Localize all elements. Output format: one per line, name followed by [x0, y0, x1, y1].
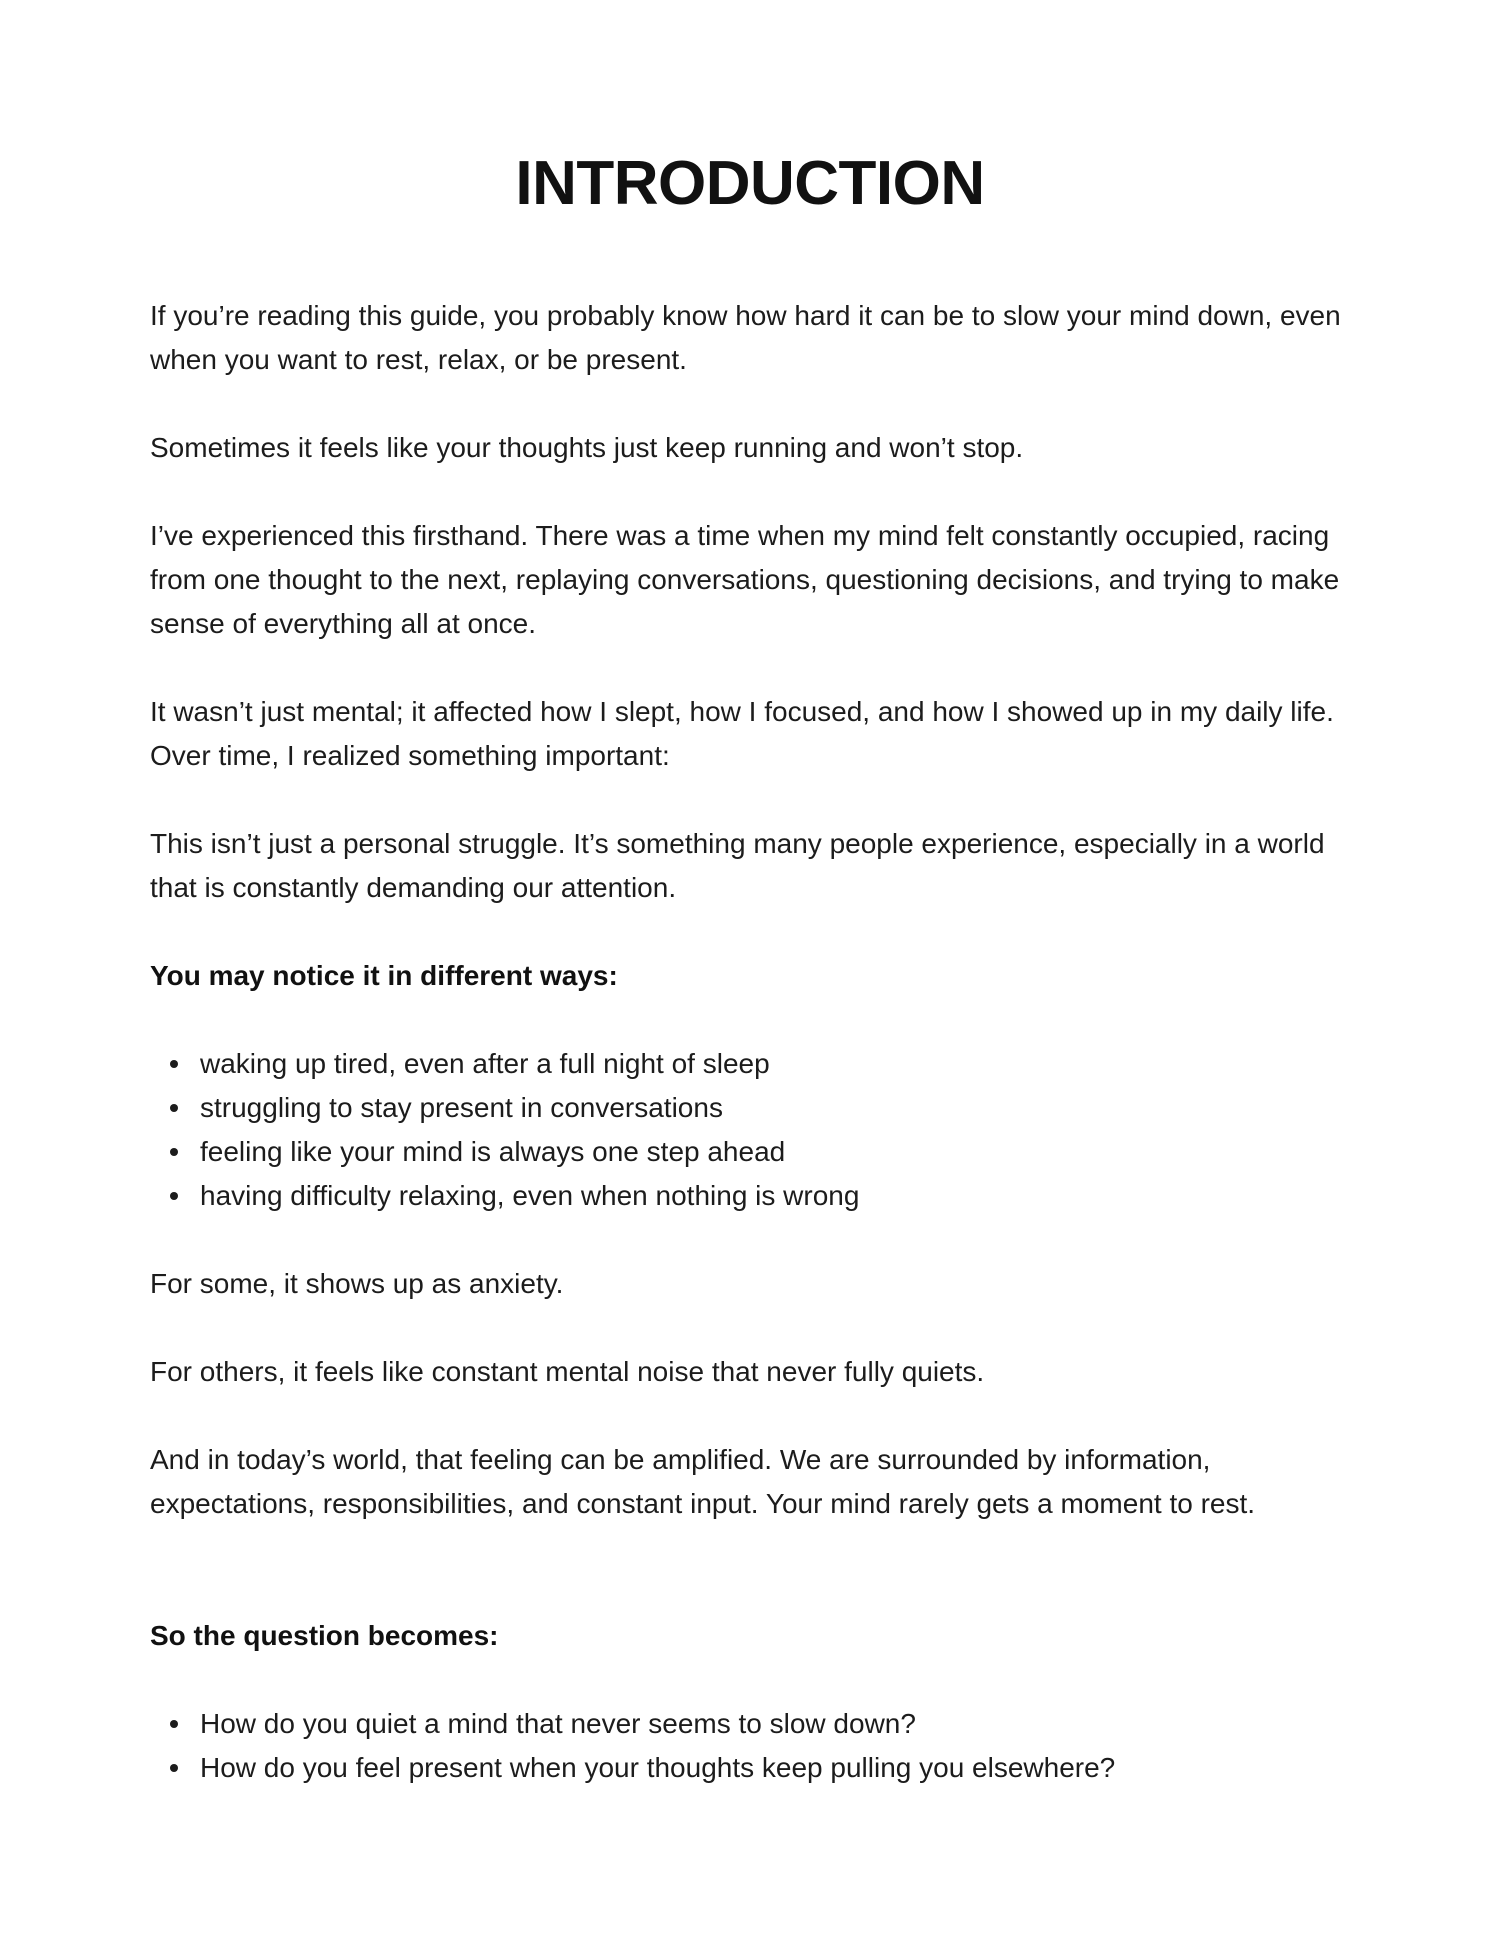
question-list [150, 1702, 1360, 1790]
paragraph-intro: If you’re reading this guide, you probably know how hard it can be to slow your mind down, even when you want to rest, relax, or be present. [150, 300, 1341, 375]
bullet-icon [170, 1104, 178, 1112]
heading-question: So the question becomes: [150, 1620, 499, 1651]
page-title: INTRODUCTION [515, 149, 985, 218]
bullet-icon [170, 1060, 178, 1068]
list-item [150, 1042, 1360, 1086]
bullet-icon [170, 1192, 178, 1200]
list-item-text: waking up tired, even after a full night of sleep [200, 1048, 770, 1079]
heading-different-ways: You may notice it in different ways: [150, 960, 618, 991]
list-item [150, 1130, 1360, 1174]
paragraph-anxiety: For some, it shows up as anxiety. [150, 1268, 564, 1299]
paragraph-firsthand: I’ve experienced this firsthand. There was a time when my mind felt constantly occupied, racing from one thought to the next, replaying conversations, questioning decisions, and trying to make sense of everything all at once. [150, 520, 1340, 639]
list-item [150, 1746, 1360, 1790]
bullet-icon [170, 1720, 178, 1728]
ways-list [150, 1042, 1360, 1218]
paragraph-todays-world: And in today’s world, that feeling can be amplified. We are surrounded by information, expectations, responsibilities, and constant input. Your mind rarely gets a moment to rest. [150, 1444, 1256, 1519]
list-item-text: feeling like your mind is always one step ahead [200, 1136, 786, 1167]
list-item [150, 1702, 1360, 1746]
bullet-icon [170, 1148, 178, 1156]
bullet-icon [170, 1764, 178, 1772]
paragraph-thoughts-running: Sometimes it feels like your thoughts just keep running and won’t stop. [150, 432, 1024, 463]
list-item-text: How do you feel present when your thoughts keep pulling you elsewhere? [200, 1752, 1116, 1783]
paragraph-mental-noise: For others, it feels like constant mental noise that never fully quiets. [150, 1356, 985, 1387]
list-item [150, 1086, 1360, 1130]
list-item-text: struggling to stay present in conversations [200, 1092, 723, 1123]
list-item-text: having difficulty relaxing, even when nothing is wrong [200, 1180, 860, 1211]
list-item [150, 1174, 1360, 1218]
list-item-text: How do you quiet a mind that never seems to slow down? [200, 1708, 916, 1739]
paragraph-not-just-mental: It wasn’t just mental; it affected how I slept, how I focused, and how I showed up in my daily life. Over time, I realized something important: [150, 696, 1334, 771]
paragraph-personal-struggle: This isn’t just a personal struggle. It’s something many people experience, especially in a world that is constantly demanding our attention. [150, 828, 1325, 903]
